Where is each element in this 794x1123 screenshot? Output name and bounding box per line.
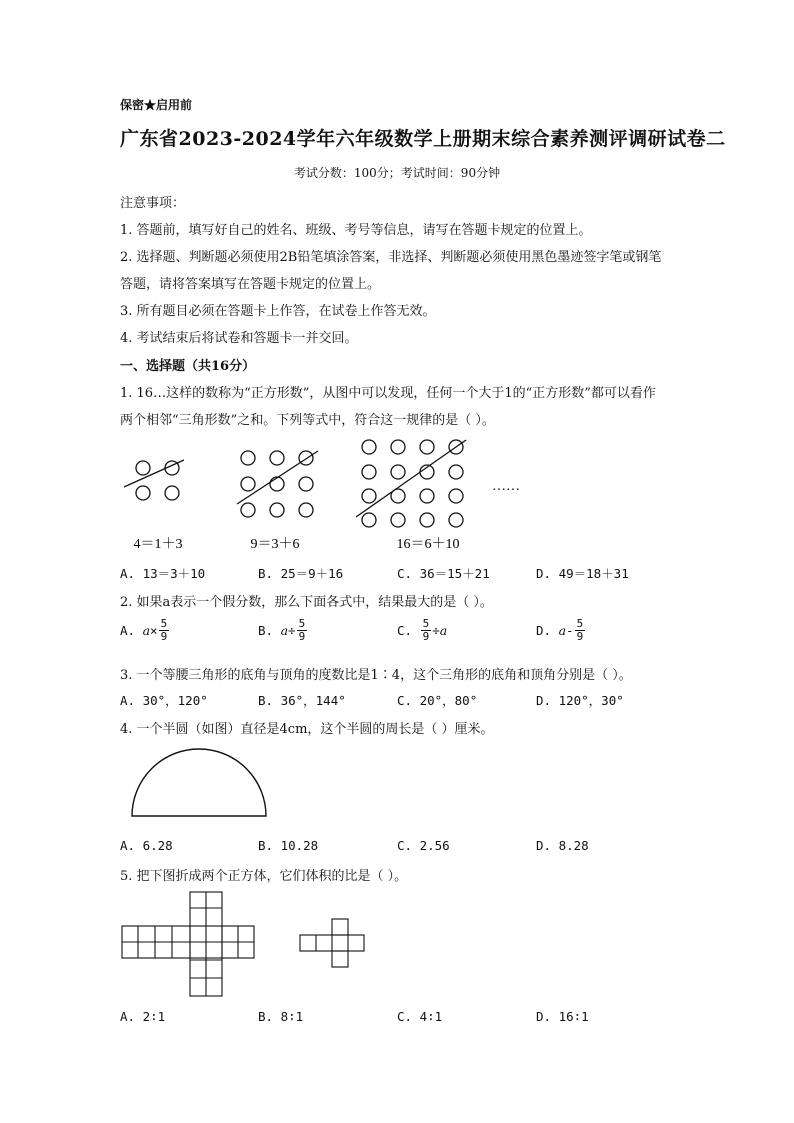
q4-option-a[interactable]: A. 6.28 — [120, 838, 173, 853]
minus-sign: - — [566, 623, 574, 638]
q1-option-d[interactable]: D. 49＝18＋31 — [536, 566, 629, 581]
q5-option-d[interactable]: D. 16∶1 — [536, 1009, 589, 1024]
q4-option-b[interactable]: B. 10.28 — [258, 838, 319, 853]
fraction-5-9: $\frac{5}{9}$ — [576, 617, 584, 643]
q5-option-c[interactable]: C. 4∶1 — [397, 1009, 443, 1024]
q2-option-a[interactable] — [120, 618, 170, 643]
q2-text: 2. 如果a表示一个假分数，那么下面各式中，结果最大的是（ ）。 — [120, 595, 493, 610]
q3-option-a[interactable]: A. 30°，120° — [120, 693, 208, 708]
semicircle-figure — [128, 744, 270, 820]
q1-option-b[interactable]: B. 25＝9＋16 — [258, 566, 344, 581]
square-number-figure — [110, 432, 550, 557]
var-a: a — [142, 623, 151, 638]
q5-option-a[interactable]: A. 2∶1 — [120, 1009, 166, 1024]
q1-option-a[interactable]: A. 13＝3＋10 — [120, 566, 206, 581]
var-a: a — [280, 623, 289, 638]
q1-text: 1. 16…这样的数称为“正方形数”，从图中可以发现，任何一个大于1的“正方形数”都可以看作 — [120, 386, 656, 401]
q5-option-b[interactable]: B. 8∶1 — [258, 1009, 304, 1024]
eq2-label: 9＝3＋6 — [250, 537, 300, 552]
page-title: 广东省2023-2024学年六年级数学上册期末综合素养测评调研试卷二 — [120, 128, 726, 150]
q2-option-d-letter: D. — [536, 623, 552, 638]
ellipsis: …… — [492, 479, 520, 494]
q3-text: 3. 一个等腰三角形的底角与顶角的度数比是1∶4，这个三角形的底角和顶角分别是（ ）。 — [120, 668, 632, 683]
var-a: a — [439, 623, 448, 638]
notice-item-3: 3. 所有题目必须在答题卡上作答，在试卷上作答无效。 — [120, 304, 436, 319]
large-cube-net — [122, 892, 254, 996]
small-cube-net — [300, 919, 364, 967]
q4-option-c[interactable]: C. 2.56 — [397, 838, 450, 853]
q4-text: 4. 一个半圆（如图）直径是4cm，这个半圆的周长是（ ）厘米。 — [120, 722, 494, 737]
notice-heading: 注意事项： — [120, 196, 186, 211]
secret-label: 保密★启用前 — [120, 98, 193, 112]
q2-option-d[interactable] — [536, 618, 586, 643]
notice-item-2: 2. 选择题、判断题必须使用2B铅笔填涂答案，非选择、判断题必须使用黑色墨迹签字笔或钢笔 — [120, 250, 662, 265]
cube-net-figure — [120, 890, 370, 998]
q1-text-cont: 两个相邻“三角形数”之和。下列等式中，符合这一规律的是（ ）。 — [120, 413, 495, 428]
notice-item-2-cont: 答题，请将答案填写在答题卡规定的位置上。 — [120, 277, 381, 292]
q2-option-c[interactable] — [397, 618, 447, 643]
q5-text: 5. 把下图折成两个正方体，它们体积的比是（ ）。 — [120, 869, 408, 884]
q3-option-b[interactable]: B. 36°，144° — [258, 693, 346, 708]
fraction-5-9: $\frac{5}{9}$ — [422, 617, 430, 643]
q3-option-d[interactable]: D. 120°，30° — [536, 693, 624, 708]
var-a: a — [558, 623, 567, 638]
divide-sign: ÷ — [288, 623, 296, 638]
exam-info: 考试分数：100分；考试时间：90分钟 — [293, 166, 501, 180]
q3-option-c[interactable]: C. 20°，80° — [397, 693, 478, 708]
section-heading: 一、选择题（共16分） — [120, 359, 256, 374]
divide-sign: ÷ — [432, 623, 440, 638]
fraction-5-9: $\frac{5}{9}$ — [298, 617, 306, 643]
q2-option-b-letter: B. — [258, 623, 274, 638]
q2-option-a-letter: A. — [120, 623, 136, 638]
q4-option-d[interactable]: D. 8.28 — [536, 838, 589, 853]
q2-option-c-letter: C. — [397, 623, 413, 638]
times-sign: × — [150, 623, 158, 638]
fraction-5-9: $\frac{5}{9}$ — [160, 617, 168, 643]
notice-item-1: 1. 答题前，填写好自己的姓名、班级、考号等信息，请写在答题卡规定的位置上。 — [120, 223, 592, 238]
eq3-label: 16＝6＋10 — [396, 537, 460, 552]
q2-option-b[interactable] — [258, 618, 308, 643]
q1-option-c[interactable]: C. 36＝15＋21 — [397, 566, 490, 581]
eq1-label: 4＝1＋3 — [133, 537, 183, 552]
notice-item-4: 4. 考试结束后将试卷和答题卡一并交回。 — [120, 331, 358, 346]
